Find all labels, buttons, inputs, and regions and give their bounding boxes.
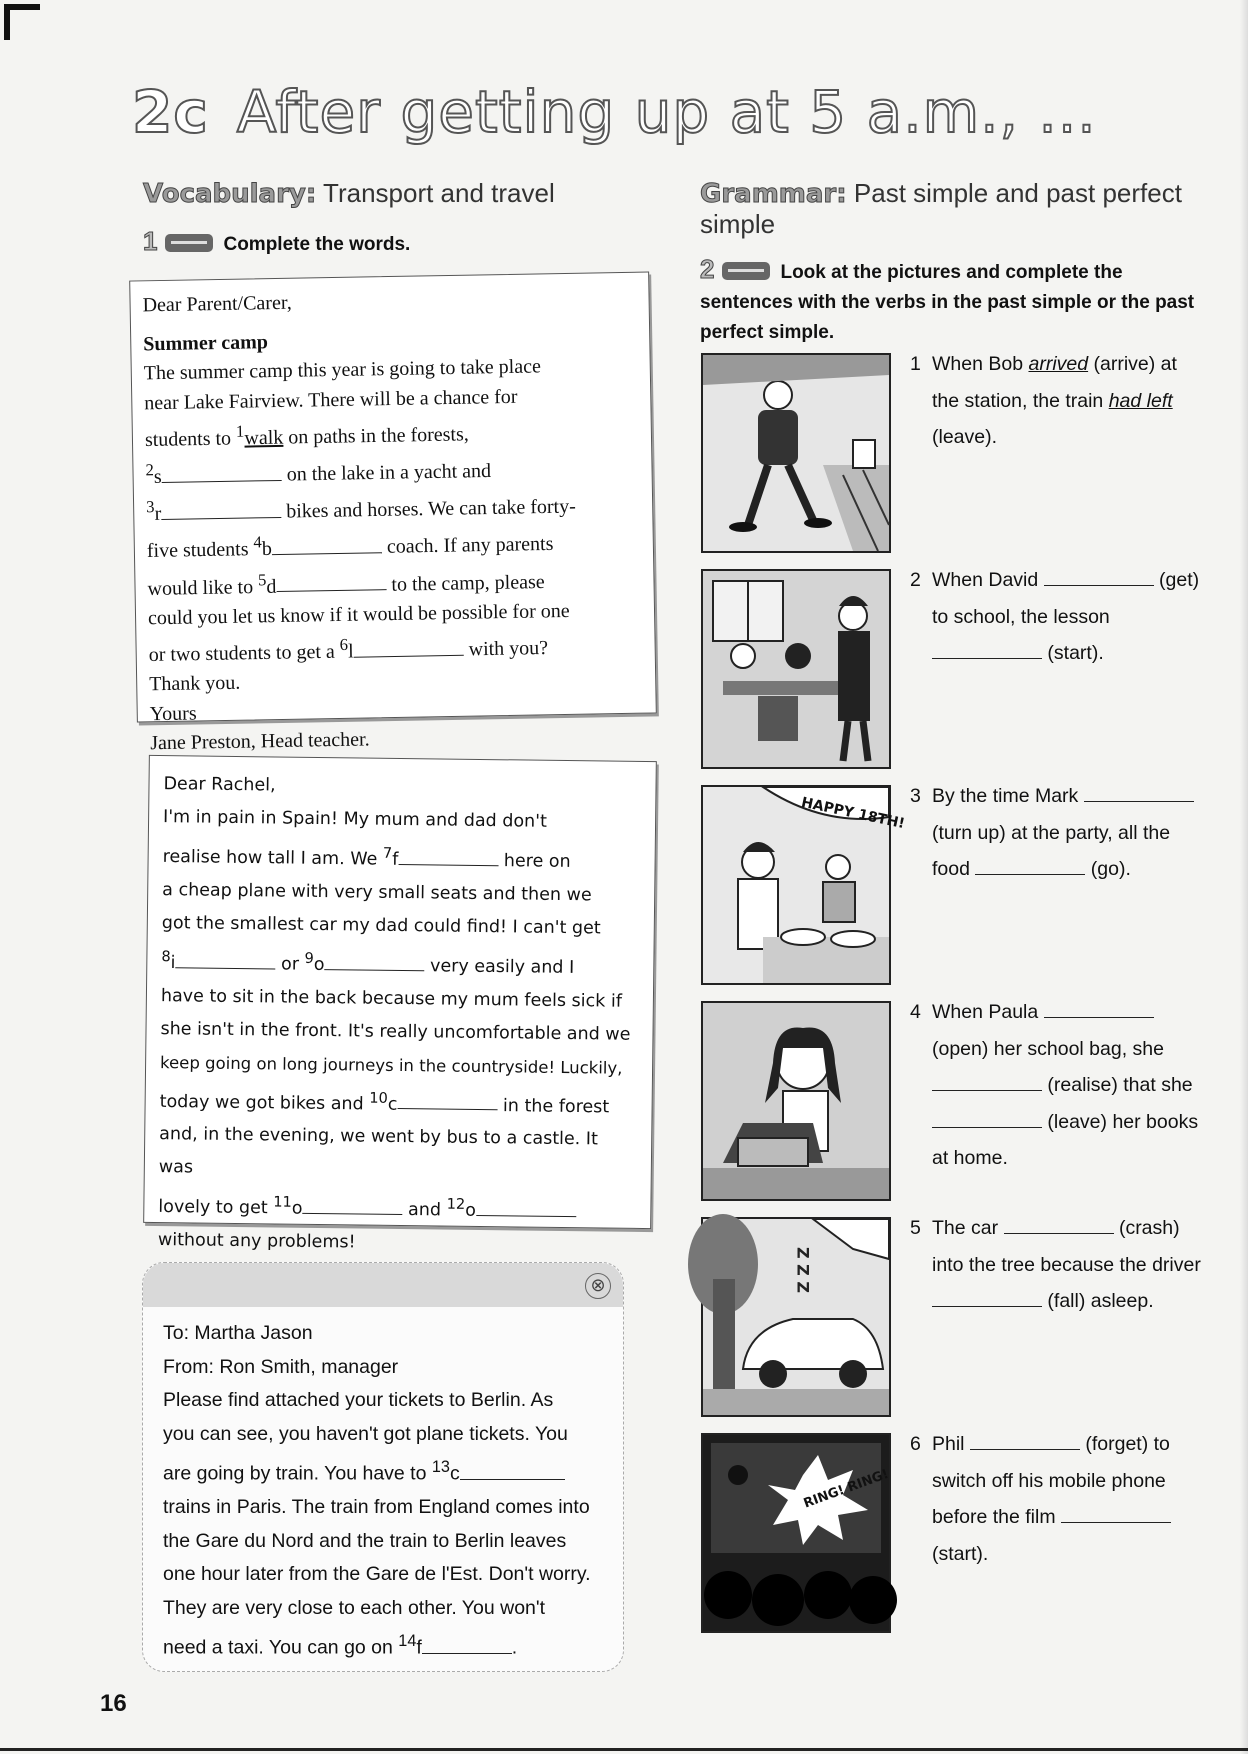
gap-number: 10	[369, 1089, 388, 1107]
postcard-line: and, in the evening, we went by bus to a castle. It was	[158, 1124, 599, 1178]
letter-line: $^3$r bikes and horses. We can take forty-	[145, 495, 576, 526]
question-5: 5 The car (crash) into the tree because the driver (fall) asleep.	[906, 1210, 1206, 1320]
postcard-line: got the smallest car my dad could find! I can't get	[161, 912, 601, 939]
exercise-2-number: 2	[700, 254, 715, 284]
question-6: 6 Phil (forget) to switch off his mobile phone before the film (start).	[906, 1426, 1206, 1572]
postcard-line: she isn't in the front. It's really uncomfortable and we	[160, 1018, 631, 1045]
exercise-2-instruction: Look at the pictures and complete the sentences with the verbs in the past simple or the past perfect simple.	[700, 262, 1195, 343]
answer-blank[interactable]	[932, 1072, 1042, 1091]
email-to: To: Martha Jason	[163, 1322, 313, 1344]
postcard-line: have to sit in the back because my mum feels sick if	[160, 985, 623, 1012]
gap-number: 14	[398, 1632, 417, 1650]
exercise-1-heading	[143, 226, 410, 260]
page-title	[132, 78, 1097, 146]
exercise-1-number: 1	[143, 226, 158, 256]
postcard-greeting: Dear Rachel,	[163, 774, 276, 796]
answer-blank[interactable]	[975, 856, 1085, 875]
letter-line: students to $^1$walk on paths in the forests,	[144, 421, 469, 451]
question-3: 3 By the time Mark (turn up) at the party, all the food (go).	[906, 778, 1206, 888]
gap-number: 8	[161, 947, 171, 966]
gap-number: 6	[339, 635, 349, 655]
email-title-bar	[143, 1263, 623, 1307]
answer-blank[interactable]	[460, 1461, 565, 1480]
answer-blank[interactable]	[970, 1431, 1080, 1450]
example-answer: had left	[1108, 389, 1173, 412]
page-edge-shadow	[1240, 0, 1248, 1754]
gap-number: 12	[446, 1196, 466, 1214]
question-number: 3	[910, 785, 921, 807]
email-line: trains in Paris. The train from England comes into	[163, 1496, 590, 1518]
email-line: you can see, you haven't got plane tickets. You	[163, 1422, 568, 1445]
page-bottom-edge	[0, 1748, 1248, 1751]
email-line: They are very close to each other. You won't	[163, 1596, 546, 1619]
email-message	[142, 1262, 624, 1672]
picture-paula-schoolbag	[701, 1001, 891, 1201]
postcard-note	[143, 755, 657, 1253]
answer-blank[interactable]	[161, 499, 281, 520]
question-4: 4 When Paula (open) her school bag, she (realise) that she (leave) her books at home.	[906, 994, 1206, 1177]
page-number: 16	[100, 1690, 127, 1717]
postcard-line: lovely to get $^{11}$o and $^{12}$o	[158, 1185, 636, 1231]
letter-closing: Yours	[149, 702, 197, 726]
gap-number: 5	[257, 569, 267, 589]
letter-heading: Summer camp	[143, 330, 269, 355]
answer-blank[interactable]	[272, 534, 382, 555]
picture-mark-party	[701, 785, 907, 985]
gap-number: 3	[145, 497, 155, 517]
grammar-label: Grammar:	[700, 179, 847, 209]
gap-number: 11	[273, 1193, 292, 1212]
answer-blank[interactable]	[397, 1090, 497, 1110]
postcard-line: keep going on long journeys in the countryside! Luckily,	[160, 1052, 623, 1078]
lesson-number: 2c	[132, 78, 209, 146]
grammar-heading	[700, 178, 1200, 239]
answer-blank[interactable]	[476, 1197, 576, 1217]
question-number: 2	[910, 569, 921, 591]
gap-number: 9	[304, 949, 314, 967]
letter-line: $^2$s on the lake in a yacht and	[145, 460, 492, 488]
picture-bob-station	[701, 353, 891, 553]
email-line: need a taxi. You can go on $^{14}$f .	[163, 1632, 518, 1659]
gap-number: 7	[382, 844, 393, 862]
snore-text: Z Z Z	[793, 1247, 813, 1293]
picture-cinema-phone	[701, 1433, 891, 1633]
answer-blank[interactable]	[422, 1635, 512, 1654]
answer-blank[interactable]	[162, 462, 282, 483]
letter-line: near Lake Fairview. There will be a chance for	[144, 385, 518, 414]
answer-blank[interactable]	[276, 571, 386, 592]
gap-number: 2	[145, 460, 154, 480]
exercise-type-icon	[165, 234, 213, 252]
answer-blank[interactable]	[353, 637, 463, 658]
question-2: 2 When David (get) to school, the lesson (start).	[906, 562, 1206, 672]
vocabulary-topic: Transport and travel	[323, 178, 555, 208]
example-answer: arrived	[1028, 353, 1089, 375]
lesson-title: After getting up at 5 a.m., ...	[236, 78, 1097, 146]
exercise-2-heading	[700, 254, 1200, 348]
answer-blank[interactable]	[324, 951, 424, 971]
gap-number: 13	[431, 1458, 450, 1476]
letter-thanks: Thank you.	[149, 672, 241, 696]
close-icon[interactable]: ⊗	[585, 1273, 611, 1299]
postcard-line: realise how tall I am. We $^7$f here on	[162, 844, 571, 872]
ring-sound-text: RING! RING!	[801, 1466, 891, 1512]
letter-line: five students $^4$b coach. If any parents	[146, 532, 554, 563]
answer-blank[interactable]	[1044, 999, 1154, 1018]
answer-blank[interactable]	[932, 1109, 1042, 1128]
exercise-1-instruction: Complete the words.	[223, 234, 411, 255]
answer-blank[interactable]	[1061, 1504, 1171, 1523]
answer-blank[interactable]	[932, 1288, 1042, 1307]
question-number: 1	[910, 353, 921, 375]
letter-greeting: Dear Parent/Carer,	[142, 291, 292, 317]
email-line: one hour later from the Gare de l'Est. Don't worry.	[163, 1563, 591, 1585]
grammar-topic: Past simple and past perfect simple	[700, 178, 1182, 239]
answer-blank[interactable]	[175, 949, 275, 969]
example-answer: walk	[244, 426, 284, 450]
answer-blank[interactable]	[932, 640, 1042, 659]
letter-line: could you let us know if it would be possible for one	[147, 599, 570, 630]
email-line: are going by train. You have to $^{13}$c	[163, 1451, 603, 1491]
gap-number: 1	[235, 421, 245, 441]
email-from: From: Ron Smith, manager	[163, 1355, 399, 1378]
answer-blank[interactable]	[302, 1195, 402, 1215]
letter-line: would like to $^5$d to the camp, please	[147, 569, 545, 600]
postcard-line: today we got bikes and $^{10}$c in the forest	[159, 1089, 610, 1118]
answer-blank[interactable]	[1004, 1215, 1114, 1234]
answer-blank[interactable]	[398, 846, 498, 866]
parent-letter	[129, 271, 657, 755]
exercise-type-icon	[722, 262, 770, 280]
question-number: 6	[910, 1433, 921, 1455]
vocabulary-heading	[143, 178, 555, 209]
gap-number: 4	[253, 532, 262, 552]
answer-blank[interactable]	[1044, 567, 1154, 586]
letter-signature: Jane Preston, Head teacher.	[150, 728, 370, 755]
page-corner-mark	[4, 4, 40, 40]
vocabulary-label: Vocabulary:	[143, 179, 317, 209]
postcard-line: without any problems!	[157, 1230, 356, 1253]
postcard-line: $^8$i or $^9$o very easily and I	[161, 947, 575, 978]
postcard-line: a cheap plane with very small seats and then we	[162, 879, 592, 906]
question-1: 1 When Bob arrived (arrive) at the station, the train had left (leave).	[906, 346, 1206, 456]
postcard-line: I'm in pain in Spain! My mum and dad don't	[162, 807, 547, 832]
question-number: 4	[910, 1001, 921, 1023]
picture-david-classroom	[701, 569, 891, 769]
letter-line: The summer camp this year is going to take place	[143, 355, 542, 385]
answer-blank[interactable]	[1084, 783, 1194, 802]
letter-line: or two students to get a $^6$l with you?	[148, 635, 549, 667]
question-number: 5	[910, 1217, 921, 1239]
picture-car-crash	[701, 1217, 891, 1417]
email-line: the Gare du Nord and the train to Berlin leaves	[163, 1529, 567, 1552]
party-banner-text: HAPPY 18TH!	[799, 794, 907, 833]
email-line: Please find attached your tickets to Berlin. As	[163, 1389, 554, 1411]
